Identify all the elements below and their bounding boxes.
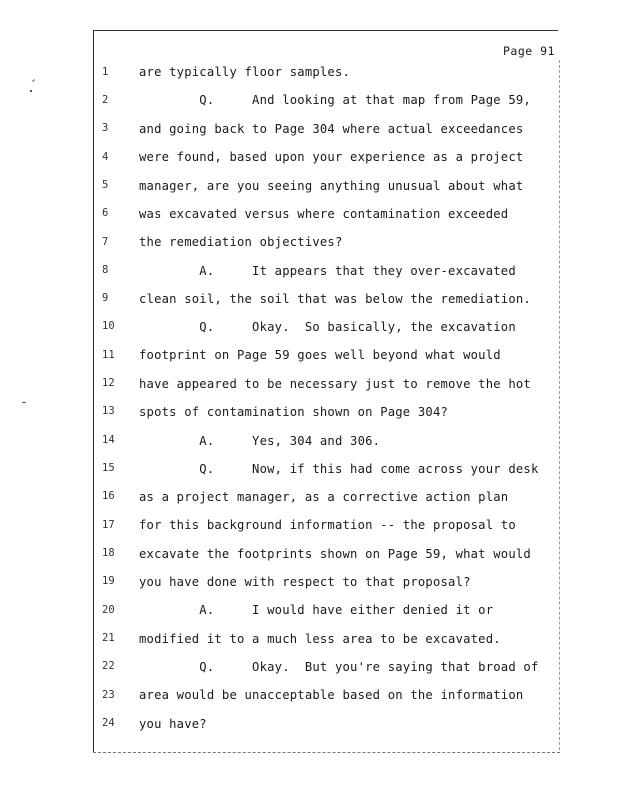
line-text: you have done with respect to that proposal?	[139, 575, 471, 589]
line-number: 4	[102, 151, 109, 163]
line-text: footprint on Page 59 goes well beyond what would	[139, 348, 501, 362]
line-text: Q. Okay. But you're saying that broad of	[139, 660, 539, 674]
line-number: 19	[102, 575, 115, 587]
line-number: 8	[102, 264, 109, 276]
line-text: Q. And looking at that map from Page 59,	[139, 93, 531, 107]
line-number: 13	[102, 405, 115, 417]
line-number: 21	[102, 632, 115, 644]
line-text: was excavated versus where contamination exceeded	[139, 207, 509, 221]
line-text: are typically floor samples.	[139, 65, 351, 79]
line-number: 16	[102, 490, 115, 502]
line-text: manager, are you seeing anything unusual about what	[139, 179, 524, 193]
line-number: 17	[102, 519, 115, 531]
scan-speck	[30, 90, 32, 92]
scan-speck	[32, 79, 35, 82]
line-text: A. Yes, 304 and 306.	[139, 434, 381, 448]
line-number: 10	[102, 320, 115, 332]
line-text: A. I would have either denied it or	[139, 603, 494, 617]
line-number: 22	[102, 660, 115, 672]
line-text: for this background information -- the proposal to	[139, 518, 516, 532]
line-text: modified it to a much less area to be excavated.	[139, 632, 501, 646]
line-number: 14	[102, 434, 115, 446]
line-number: 12	[102, 377, 115, 389]
page-right-edge	[559, 60, 560, 750]
scan-speck	[22, 402, 26, 403]
line-text: A. It appears that they over-excavated	[139, 264, 516, 278]
line-number: 6	[102, 207, 109, 219]
line-text: clean soil, the soil that was below the remediation.	[139, 292, 531, 306]
line-text: have appeared to be necessary just to remove the hot	[139, 377, 531, 391]
page-bottom-edge	[93, 752, 560, 753]
line-text: Q. Now, if this had come across your desk	[139, 462, 539, 476]
line-number: 7	[102, 236, 109, 248]
line-number: 5	[102, 179, 109, 191]
line-text: as a project manager, as a corrective action plan	[139, 490, 509, 504]
line-text: the remediation objectives?	[139, 235, 343, 249]
line-text: were found, based upon your experience as a project	[139, 150, 524, 164]
line-number: 23	[102, 689, 115, 701]
line-text: spots of contamination shown on Page 304?	[139, 405, 449, 419]
line-number: 15	[102, 462, 115, 474]
line-number: 9	[102, 292, 109, 304]
line-number: 18	[102, 547, 115, 559]
line-number: 3	[102, 122, 109, 134]
line-number: 24	[102, 717, 115, 729]
line-number: 11	[102, 349, 115, 361]
line-text: area would be unacceptable based on the information	[139, 688, 524, 702]
line-number: 2	[102, 94, 109, 106]
line-text: and going back to Page 304 where actual exceedances	[139, 122, 524, 136]
line-text: Q. Okay. So basically, the excavation	[139, 320, 516, 334]
page-number: Page 91	[503, 44, 555, 58]
line-number: 1	[102, 66, 109, 78]
line-text: you have?	[139, 717, 207, 731]
line-number: 20	[102, 604, 115, 616]
line-text: excavate the footprints shown on Page 59, what would	[139, 547, 531, 561]
